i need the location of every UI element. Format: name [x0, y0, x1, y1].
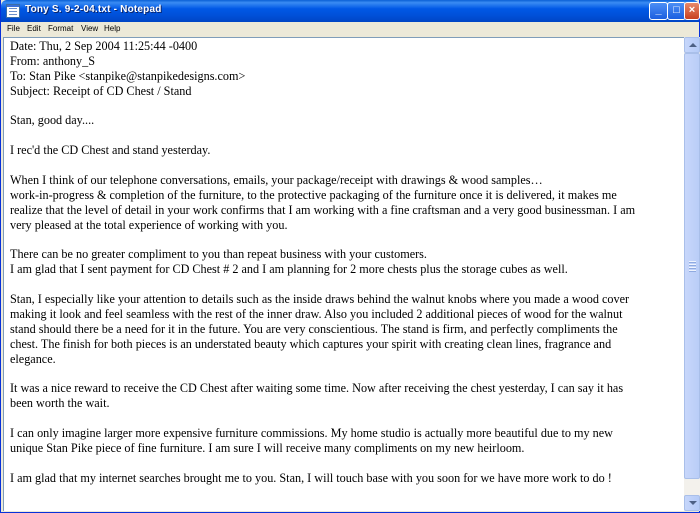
- menu-view[interactable]: View: [81, 24, 99, 33]
- scroll-up-button[interactable]: [684, 37, 700, 53]
- document-line: chest. The finish for both pieces is an understated beauty which captures your spirit with creating clean lines, fragrance and: [10, 336, 612, 351]
- document-text: [10, 39, 678, 486]
- document-line: stand should there be a need for it in the future. You are very conscientious. The stand is firm, and perfectly compliments the: [10, 321, 618, 336]
- scrollbar-thumb[interactable]: [684, 53, 700, 479]
- document-line: Subject: Receipt of CD Chest / Stand: [10, 83, 192, 98]
- document-line: I rec'd the CD Chest and stand yesterday.: [10, 143, 211, 158]
- arrow-up-icon: [689, 43, 697, 47]
- text-editor-area[interactable]: [3, 37, 684, 511]
- notepad-icon[interactable]: [6, 4, 20, 18]
- document-line: [10, 128, 678, 143]
- document-line: To: Stan Pike <stanpike@stanpikedesigns.com>: [10, 68, 246, 83]
- grip-line: [689, 270, 696, 271]
- document-line: Date: Thu, 2 Sep 2004 11:25:44 -0400: [10, 39, 198, 53]
- menu-file[interactable]: File: [7, 24, 20, 33]
- document-line: [10, 367, 678, 382]
- document-line: From: anthony_S: [10, 53, 95, 68]
- document-line: When I think of our telephone conversations, emails, your package/receipt with drawings & wood samples…: [10, 173, 543, 188]
- document-line: Stan, I especially like your attention to details such as the inside draws behind the walnut knobs where you made a wood cover: [10, 292, 630, 307]
- document-line: [10, 99, 678, 114]
- document-line: Stan, good day....: [10, 113, 95, 128]
- close-button[interactable]: ×: [684, 2, 700, 20]
- document-line: realize that the level of detail in your work confirms that I am working with a fine craftsman and a very good businessman. I am: [10, 202, 636, 217]
- grip-line: [689, 261, 696, 262]
- document-line: I can only imagine larger more expensive furniture commissions. My home studio is actually more beautiful due to my new: [10, 426, 613, 441]
- menu-bar: [1, 22, 699, 37]
- grip-line: [689, 267, 696, 268]
- document-line: [10, 233, 678, 248]
- document-line: [10, 158, 678, 173]
- document-line: elegance.: [10, 351, 56, 366]
- minimize-button[interactable]: _: [649, 2, 668, 20]
- scroll-down-button[interactable]: [684, 495, 700, 511]
- menu-format[interactable]: Format: [48, 24, 74, 33]
- document-line: [10, 411, 678, 426]
- document-line: I am glad that I sent payment for CD Chest # 2 and I am planning for 2 more chests plus the storage cubes as well.: [10, 262, 568, 277]
- document-line: It was a nice reward to receive the CD Chest after waiting some time. Now after receiving the chest yesterday, I can say it has: [10, 381, 624, 396]
- document-line: work-in-progress & completion of the furniture, to the protective packaging of the furniture once it is delivered, it makes me: [10, 187, 617, 202]
- document-line: There can be no greater compliment to you than repeat business with your customers.: [10, 247, 427, 262]
- document-line: been worth the wait.: [10, 396, 110, 411]
- menu-help[interactable]: Help: [104, 24, 121, 33]
- menu-edit[interactable]: Edit: [27, 24, 41, 33]
- window-title: Tony S. 9-2-04.txt - Notepad: [25, 4, 162, 15]
- maximize-button[interactable]: □: [667, 2, 686, 20]
- vertical-scrollbar[interactable]: [684, 37, 700, 511]
- document-line: I am glad that my internet searches brought me to you. Stan, I will touch base with you soon for we have more work to do !: [10, 470, 612, 485]
- title-bar[interactable]: [1, 0, 699, 22]
- arrow-down-icon: [689, 501, 697, 505]
- document-line: [10, 277, 678, 292]
- document-line: making it look and feel seamless with the rest of the inner draw. Also you included 2 additional pieces of wood for the walnut: [10, 307, 623, 322]
- document-line: unique Stan Pike piece of fine furniture. I am sure I will receive many compliments on my new heirloom.: [10, 441, 525, 456]
- document-line: [10, 456, 678, 471]
- document-line: very pleased at the total experience of working with you.: [10, 217, 288, 232]
- grip-line: [689, 264, 696, 265]
